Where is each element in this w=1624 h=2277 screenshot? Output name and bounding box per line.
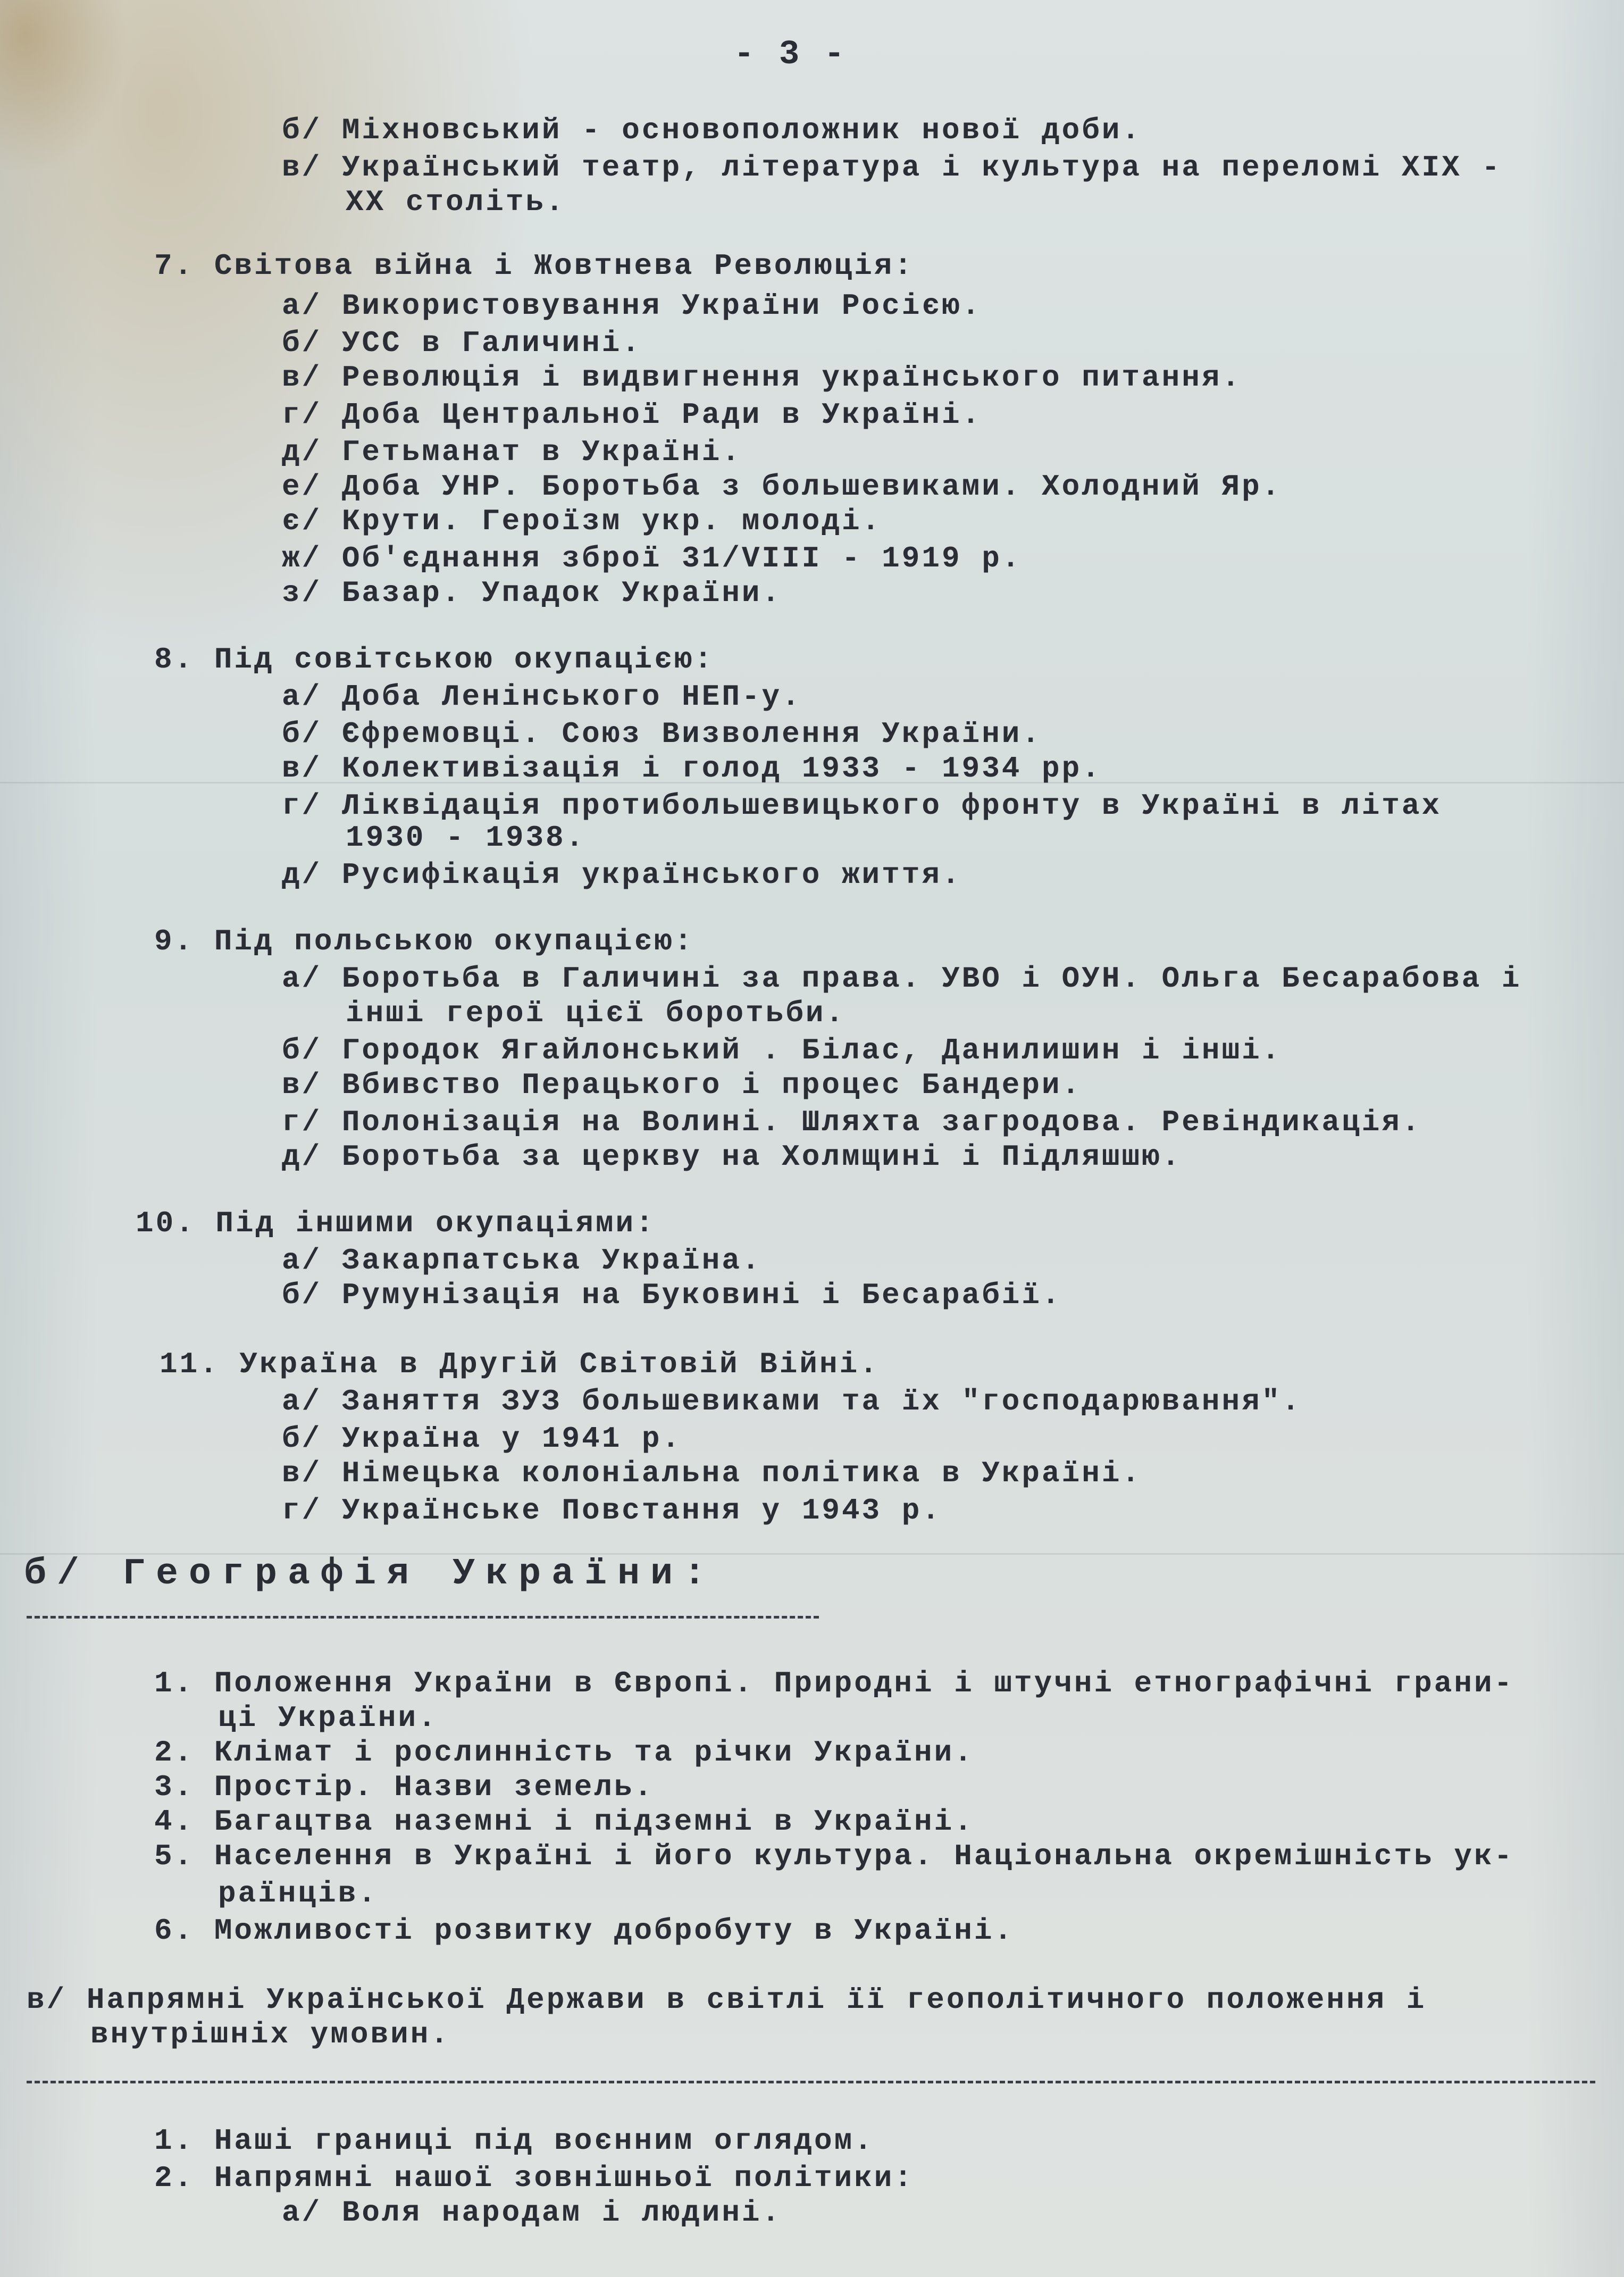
paper-stain [0, 0, 128, 176]
text-line: є/ Крути. Героїзм укр. молоді. [282, 504, 882, 538]
text-line: а/ Воля народам і людині. [282, 2196, 782, 2230]
text-line: а/ Використовування України Росією. [282, 289, 982, 323]
text-line: внутрішніх умовин. [90, 2017, 450, 2051]
text-line: XX століть. [346, 185, 566, 219]
text-line: з/ Базар. Упадок України. [282, 576, 782, 610]
text-line: а/ Боротьба в Галичині за права. УВО і ОУН. Ольга Бесарабова і [282, 962, 1522, 996]
page-number: - 3 - [734, 36, 847, 74]
text-line: 1. Наші границі під воєнним оглядом. [154, 2124, 874, 2158]
text-line: ці України. [218, 1701, 438, 1735]
text-line: д/ Боротьба за церкву на Холмщині і Підляшшю. [282, 1140, 1182, 1174]
section-heading: 11. Україна в Другій Світовій Війні. [160, 1347, 880, 1381]
text-line: в/ Революція і видвигнення українського питання. [282, 361, 1242, 395]
text-line: г/ Ліквідація протибольшевицького фронту в Україні в літах [282, 789, 1442, 823]
text-line: 3. Простір. Назви земель. [154, 1770, 655, 1804]
text-line: в/ Колективізація і голод 1933 - 1934 рр. [282, 752, 1102, 786]
text-line: г/ Полонізація на Волині. Шляхта загродова. Ревіндикація. [282, 1105, 1422, 1139]
text-line: 4. Багацтва наземні і підземні в Україні. [154, 1805, 974, 1839]
text-line: 2. Напрямні нашої зовнішньої політики: [154, 2161, 915, 2195]
text-line: інші герої цієї боротьби. [346, 996, 846, 1030]
section-heading: 7. Світова війна і Жовтнева Революція: [154, 249, 915, 283]
text-line: в/ Український театр, література і культура на переломі XIX - [282, 151, 1502, 185]
text-line: д/ Русифікація українського життя. [282, 858, 962, 892]
section-heading: 10. Під іншими окупаціями: [136, 1206, 656, 1240]
text-line: а/ Закарпатська Україна. [282, 1244, 762, 1278]
text-line: ж/ Об'єднання зброї 31/VIII - 1919 р. [282, 541, 1022, 575]
text-line: 1930 - 1938. [346, 821, 586, 855]
dashed-separator [27, 1616, 819, 1619]
text-line: а/ Доба Ленінського НЕП-у. [282, 680, 802, 714]
text-line: б/ УСС в Галичині. [282, 326, 642, 360]
text-line: в/ Вбивство Перацького і процес Бандери. [282, 1068, 1082, 1102]
text-line: б/ Румунізація на Буковині і Бесарабії. [282, 1278, 1062, 1312]
text-line: б/ Міхновський - основоположник нової доби. [282, 113, 1142, 147]
text-line: г/ Українське Повстання у 1943 р. [282, 1494, 942, 1528]
text-line: д/ Гетьманат в Україні. [282, 435, 742, 469]
text-line: 1. Положення України в Європі. Природні і штучні етнографічні грани- [154, 1666, 1514, 1700]
section-title: в/ Напрямні Української Держави в світлі її геополітичного положення і [27, 1983, 1427, 2017]
text-line: а/ Заняття ЗУЗ большевиками та їх "господарювання". [282, 1384, 1302, 1419]
text-line: 6. Можливості розвитку добробуту в Україні. [154, 1914, 1015, 1948]
text-line: б/ Городок Ягайлонський . Білас, Данилишин і інші. [282, 1033, 1282, 1067]
text-line: г/ Доба Центральної Ради в Україні. [282, 398, 982, 432]
text-line: б/ Єфремовці. Союз Визволення України. [282, 717, 1042, 751]
text-line: 5. Населення в Україні і його культура. Національна окремішність ук- [154, 1839, 1514, 1873]
section-title: б/ Географія України: [24, 1553, 717, 1595]
text-line: 2. Клімат і рослинність та річки України. [154, 1736, 974, 1770]
text-line: е/ Доба УНР. Боротьба з большевиками. Холодний Яр. [282, 470, 1282, 504]
section-heading: 8. Під совітською окупацією: [154, 643, 714, 677]
dashed-separator [27, 2081, 1595, 2083]
section-heading: 9. Під польською окупацією: [154, 924, 694, 958]
text-line: б/ Україна у 1941 р. [282, 1422, 682, 1456]
text-line: в/ Німецька колоніальна політика в Україні. [282, 1456, 1142, 1490]
text-line: раїнців. [218, 1876, 378, 1911]
